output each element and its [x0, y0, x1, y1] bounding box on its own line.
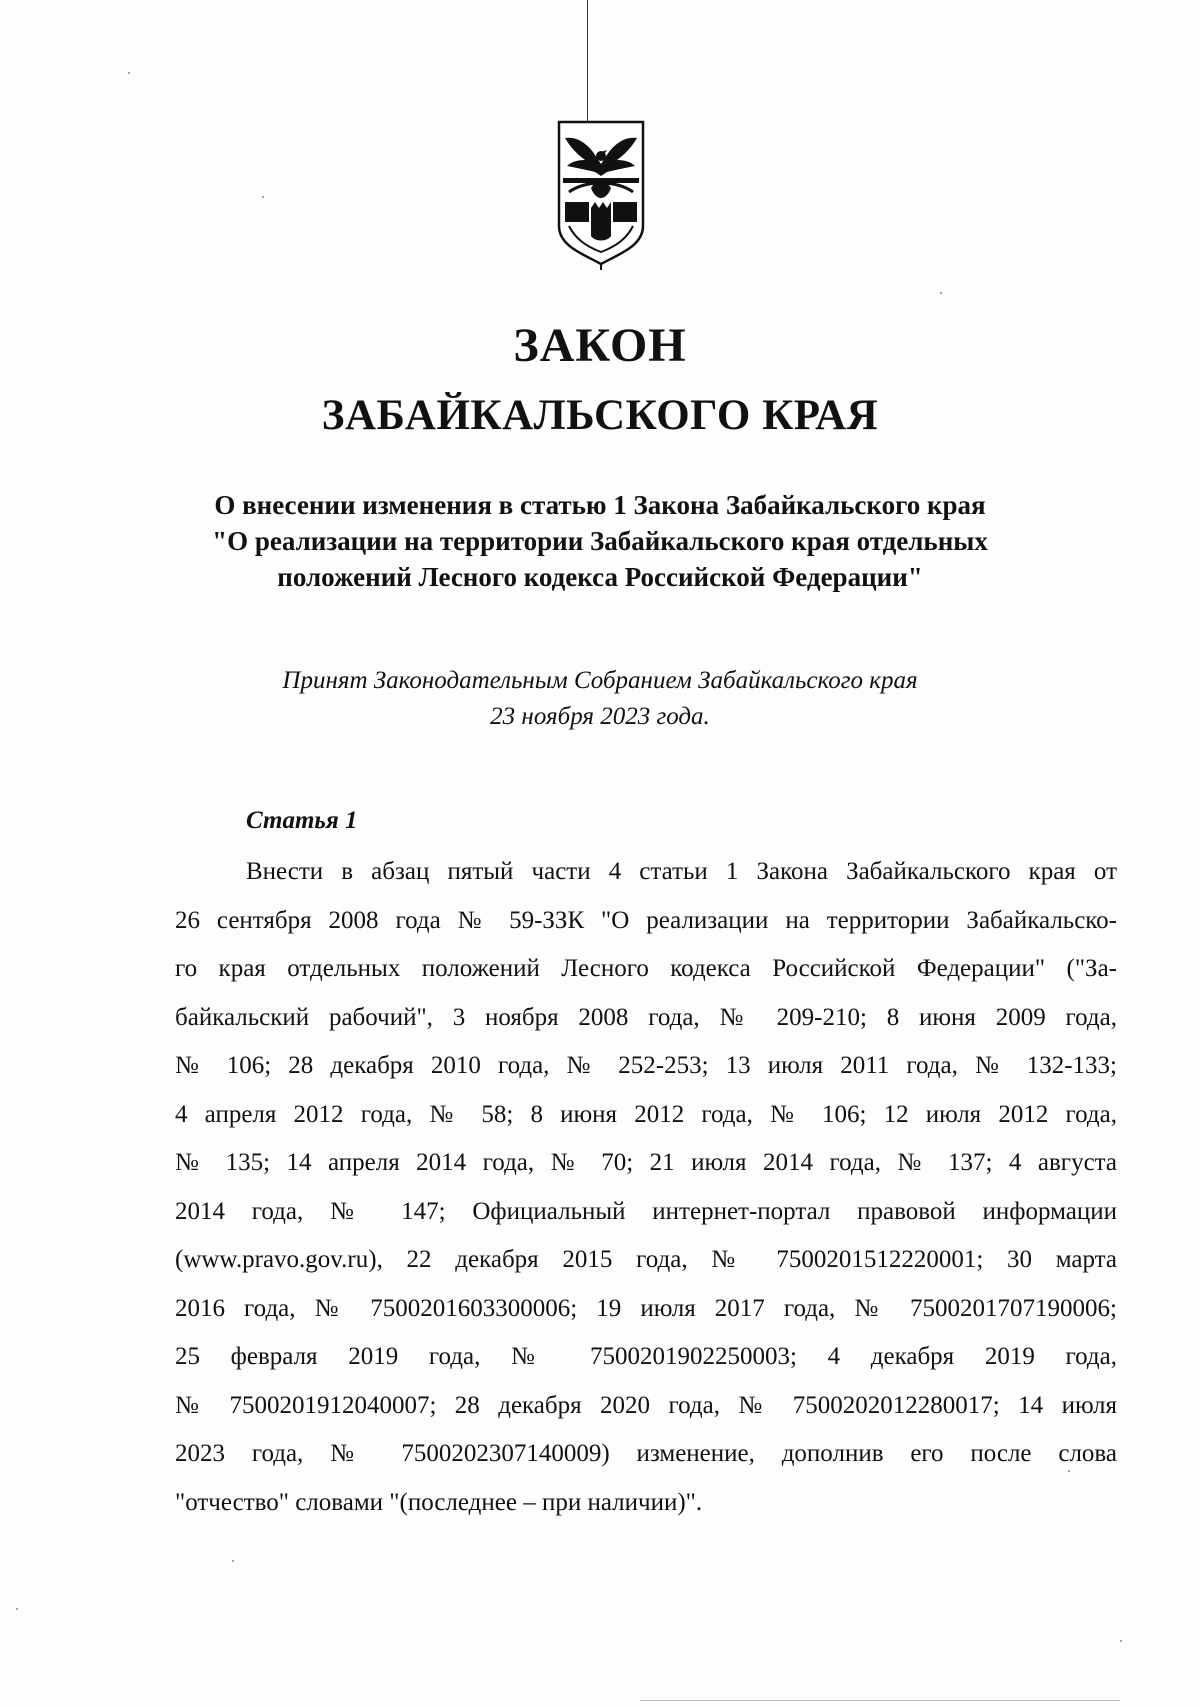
article-line: (www.pravo.gov.ru), 22 декабря 2015 года, № 7500201512220001; 30 марта [175, 1246, 1117, 1273]
scan-speck [1068, 1470, 1070, 1472]
article-heading: Статья 1 [246, 807, 358, 834]
article-line: Внести в абзац пятый части 4 статьи 1 Закона Забайкальского края от [246, 858, 1117, 885]
coat-of-arms-icon [555, 118, 647, 270]
subtitle-line: О внесении изменения в статью 1 Закона Забайкальского края [214, 490, 986, 520]
subtitle-line: положений Лесного кодекса Российской Федерации" [277, 562, 923, 592]
article-line: 2014 года, № 147; Официальный интернет-портал правовой информации [175, 1197, 1117, 1225]
scan-speck [232, 1560, 234, 1562]
document-title: ЗАКОН [513, 319, 687, 372]
scan-edge-line [640, 1700, 1120, 1701]
article-line: 26 сентября 2008 года № 59-ЗЗК "О реализации на территории Забайкальско- [175, 906, 1117, 934]
article-line: байкальский рабочий", 3 ноября 2008 года, № 209-210; 8 июня 2009 года, [175, 1003, 1117, 1031]
scan-speck [262, 196, 264, 198]
article-line: № 106; 28 декабря 2010 года, № 252-253; 13 июля 2011 года, № 132-133; [175, 1052, 1117, 1079]
subtitle-line: "О реализации на территории Забайкальского края отдельных [212, 526, 988, 556]
scan-speck [128, 72, 130, 74]
scan-speck [16, 1608, 18, 1610]
scan-speck [940, 292, 942, 294]
article-line: го края отдельных положений Лесного кодекса Российской Федерации" ("За- [175, 955, 1117, 982]
article-line: 4 апреля 2012 года, № 58; 8 июня 2012 года, № 106; 12 июля 2012 года, [175, 1100, 1117, 1128]
article-line: 2023 года, № 7500202307140009) изменение, дополнив его после слова [175, 1440, 1117, 1467]
article-line: "отчество" словами "(последнее – при наличии)". [175, 1488, 703, 1516]
article-line: № 135; 14 апреля 2014 года, № 70; 21 июля 2014 года, № 137; 4 августа [175, 1149, 1117, 1176]
document-region-title: ЗАБАЙКАЛЬСКОГО КРАЯ [321, 392, 879, 439]
article-line: № 7500201912040007; 28 декабря 2020 года, № 7500202012280017; 14 июля [175, 1391, 1117, 1419]
article-line: 25 февраля 2019 года, № 7500201902250003; 4 декабря 2019 года, [175, 1343, 1117, 1370]
article-body [175, 848, 1117, 1527]
article-line: 2016 года, № 7500201603300006; 19 июля 2017 года, № 7500201707190006; [175, 1294, 1117, 1322]
scan-speck [1120, 1640, 1122, 1642]
adoption-line-body: Принят Законодательным Собранием Забайкальского края [282, 667, 918, 694]
law-subtitle [120, 487, 1080, 595]
adoption-note [120, 663, 1080, 735]
adoption-line-date: 23 ноября 2023 года. [490, 703, 710, 730]
